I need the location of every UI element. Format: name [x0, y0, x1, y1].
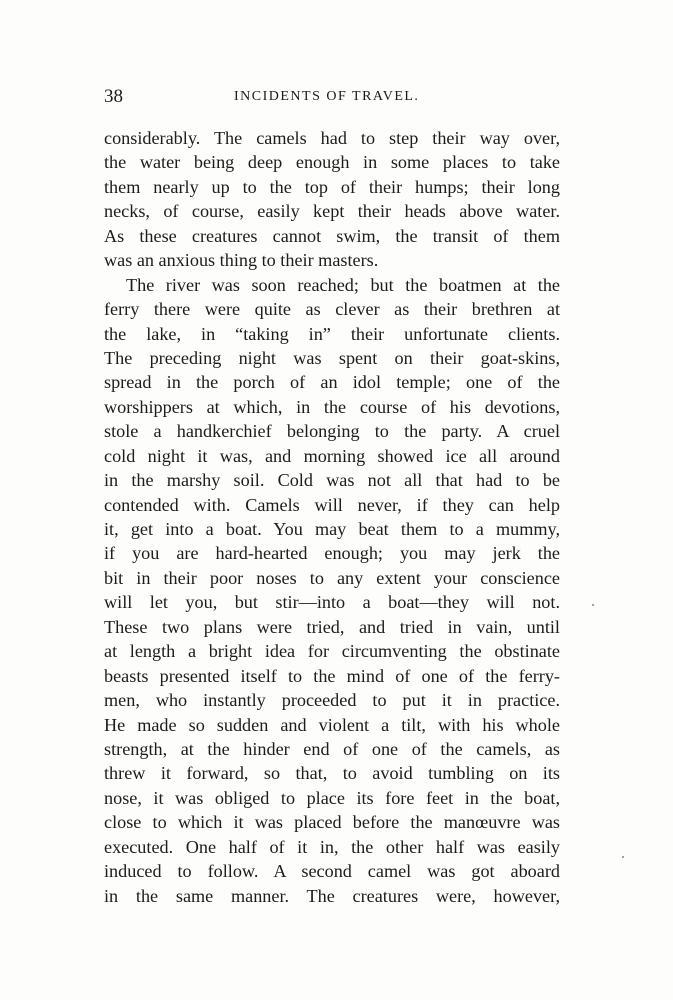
- text-line: them nearly up to the top of their humps; their long: [104, 176, 560, 197]
- text-line: He made so sudden and violent a tilt, with his whole: [104, 714, 560, 735]
- text-line: The preceding night was spent on their goat-skins,: [104, 347, 560, 368]
- text-line: contended with. Camels will never, if they can help: [104, 494, 560, 515]
- text-line: beasts presented itself to the mind of one of the ferry-: [104, 665, 560, 686]
- paper-speck: [592, 604, 594, 606]
- text-line: men, who instantly proceeded to put it in practice.: [104, 690, 560, 711]
- text-line: considerably. The camels had to step their way over,: [104, 128, 560, 148]
- paper-speck: [622, 856, 624, 858]
- text-line: ferry there were quite as clever as their brethren at: [104, 299, 560, 320]
- text-line: in the same manner. The creatures were, however,: [104, 885, 560, 906]
- text-line: induced to follow. A second camel was got aboard: [104, 861, 560, 882]
- text-line: at length a bright idea for circumventing the obstinate: [104, 641, 560, 662]
- text-line: As these creatures cannot swim, the transit of them: [104, 225, 560, 246]
- text-line: These two plans were tried, and tried in vain, until: [104, 616, 560, 637]
- text-line: close to which it was placed before the manœuvre was: [104, 812, 560, 833]
- text-line: in the marshy soil. Cold was not all that had to be: [104, 470, 560, 491]
- text-line: it, get into a boat. You may beat them to a mummy,: [104, 519, 560, 539]
- text-line: was an anxious thing to their masters.: [104, 250, 379, 271]
- text-line: executed. One half of it in, the other half was easily: [104, 836, 560, 857]
- body-text: [104, 126, 560, 908]
- text-line: worshippers at which, in the course of his devotions,: [104, 396, 560, 417]
- paragraph-first-line: The river was soon reached; but the boatmen at the: [126, 274, 560, 295]
- text-line: cold night it was, and morning showed ice all around: [104, 445, 560, 466]
- running-head: INCIDENTS OF TRAVEL.: [234, 89, 420, 104]
- text-line: necks, of course, easily kept their heads above water.: [104, 201, 560, 222]
- text-line: the lake, in “taking in” their unfortunate clients.: [104, 323, 560, 344]
- text-line: stole a handkerchief belonging to the party. A cruel: [104, 421, 560, 442]
- text-line: spread in the porch of an idol temple; one of the: [104, 372, 560, 393]
- text-line: the water being deep enough in some places to take: [104, 152, 560, 173]
- page-number: 38: [104, 86, 123, 107]
- page-header: [104, 86, 560, 112]
- text-line: nose, it was obliged to place its fore feet in the boat,: [104, 787, 560, 808]
- text-line: threw it forward, so that, to avoid tumbling on its: [104, 763, 560, 784]
- text-line: will let you, but stir—into a boat—they will not.: [104, 592, 560, 613]
- text-line: strength, at the hinder end of one of the camels, as: [104, 738, 560, 759]
- text-line: bit in their poor noses to any extent your conscience: [104, 567, 560, 588]
- text-line: if you are hard-hearted enough; you may jerk the: [104, 543, 560, 564]
